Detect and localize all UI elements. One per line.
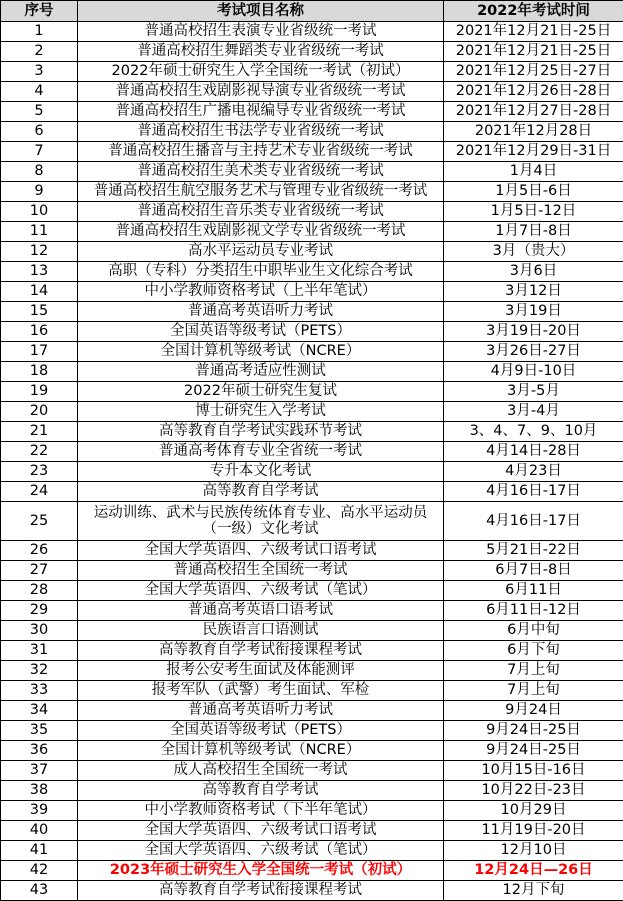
exam-time: 7月上旬 — [444, 661, 623, 681]
exam-name: 高等教育自学考试实践环节考试 — [78, 422, 444, 442]
table-row — [1, 122, 623, 142]
exam-name: 高等教育自学考试 — [78, 781, 444, 801]
exam-time: 9月24日 — [444, 701, 623, 721]
exam-name: 普通高校招生书法学专业省级统一考试 — [78, 122, 444, 142]
table-row — [1, 142, 623, 162]
exam-time: 3月（贵大） — [444, 242, 623, 262]
table-row — [1, 661, 623, 681]
exam-name: 普通高考英语听力考试 — [78, 701, 444, 721]
row-number: 23 — [1, 462, 78, 482]
exam-time: 2021年12月21日-25日 — [444, 22, 623, 42]
exam-time: 12月24日—26日 — [444, 861, 623, 881]
table-row — [1, 861, 623, 881]
header-name: 考试项目名称 — [78, 1, 444, 22]
table-row — [1, 442, 623, 462]
table-row — [1, 881, 623, 901]
row-number: 17 — [1, 342, 78, 362]
row-number: 28 — [1, 581, 78, 601]
table-row — [1, 781, 623, 801]
exam-time: 10月29日 — [444, 801, 623, 821]
row-number: 40 — [1, 821, 78, 841]
exam-name: 普通高校招生美术类专业省级统一考试 — [78, 162, 444, 182]
exam-name: 全国计算机等级考试（NCRE） — [78, 741, 444, 761]
table-row — [1, 422, 623, 442]
exam-time: 1月5日-12日 — [444, 202, 623, 222]
table-row — [1, 362, 623, 382]
table-row — [1, 22, 623, 42]
row-number: 14 — [1, 282, 78, 302]
row-number: 25 — [1, 502, 78, 541]
row-number: 16 — [1, 322, 78, 342]
exam-name: 高水平运动员专业考试 — [78, 242, 444, 262]
row-number: 37 — [1, 761, 78, 781]
table-row — [1, 382, 623, 402]
row-number: 3 — [1, 62, 78, 82]
exam-time: 4月16日-17日 — [444, 482, 623, 502]
row-number: 30 — [1, 621, 78, 641]
row-number: 31 — [1, 641, 78, 661]
exam-name: 中小学教师资格考试（上半年笔试） — [78, 282, 444, 302]
row-number: 18 — [1, 362, 78, 382]
row-number: 4 — [1, 82, 78, 102]
exam-name: 普通高校招生航空服务艺术与管理专业省级统一考试 — [78, 182, 444, 202]
exam-time: 3、4、7、9、10月 — [444, 422, 623, 442]
exam-time: 3月-5月 — [444, 382, 623, 402]
table-row — [1, 701, 623, 721]
row-number: 10 — [1, 202, 78, 222]
exam-name: 高等教育自学考试衔接课程考试 — [78, 881, 444, 901]
row-number: 27 — [1, 561, 78, 581]
table-row — [1, 42, 623, 62]
exam-time: 3月26日-27日 — [444, 342, 623, 362]
exam-name: 博士研究生入学考试 — [78, 402, 444, 422]
exam-name: 专升本文化考试 — [78, 462, 444, 482]
row-number: 43 — [1, 881, 78, 901]
header-no: 序号 — [1, 1, 78, 22]
exam-time: 10月15日-16日 — [444, 761, 623, 781]
exam-time: 2021年12月21日-25日 — [444, 42, 623, 62]
row-number: 29 — [1, 601, 78, 621]
header-row — [1, 1, 623, 22]
exam-time: 12月10日 — [444, 841, 623, 861]
row-number: 21 — [1, 422, 78, 442]
exam-name: 普通高考英语口语考试 — [78, 601, 444, 621]
exam-time: 7月上旬 — [444, 681, 623, 701]
table-row — [1, 801, 623, 821]
row-number: 11 — [1, 222, 78, 242]
table-row — [1, 741, 623, 761]
exam-time: 2021年12月25日-27日 — [444, 62, 623, 82]
table-row — [1, 601, 623, 621]
row-number: 22 — [1, 442, 78, 462]
table-row — [1, 721, 623, 741]
exam-name: 普通高校招生戏剧影视导演专业省级统一考试 — [78, 82, 444, 102]
row-number: 33 — [1, 681, 78, 701]
table-row — [1, 262, 623, 282]
exam-time: 6月中旬 — [444, 621, 623, 641]
exam-time: 4月16日-17日 — [444, 502, 623, 541]
table-row — [1, 541, 623, 561]
exam-name: 高等教育自学考试衔接课程考试 — [78, 641, 444, 661]
table-row — [1, 641, 623, 661]
exam-name: 运动训练、武术与民族传统体育专业、高水平运动员（一级）文化考试 — [78, 502, 444, 541]
table-row — [1, 581, 623, 601]
exam-time: 3月12日 — [444, 282, 623, 302]
exam-name: 报考军队（武警）考生面试、军检 — [78, 681, 444, 701]
table-row — [1, 182, 623, 202]
row-number: 12 — [1, 242, 78, 262]
exam-time: 6月下旬 — [444, 641, 623, 661]
exam-name: 普通高考适应性测试 — [78, 362, 444, 382]
exam-name: 普通高考体育专业全省统一考试 — [78, 442, 444, 462]
exam-name: 中小学教师资格考试（下半年笔试） — [78, 801, 444, 821]
table-row — [1, 462, 623, 482]
exam-name: 全国大学英语四、六级考试（笔试） — [78, 581, 444, 601]
exam-name: 普通高校招生戏剧影视文学专业省级统一考试 — [78, 222, 444, 242]
exam-name: 2023年硕士研究生入学全国统一考试（初试） — [78, 861, 444, 881]
exam-time: 10月22日-23日 — [444, 781, 623, 801]
table-row — [1, 402, 623, 422]
exam-time: 9月24日-25日 — [444, 721, 623, 741]
table-row — [1, 282, 623, 302]
exam-name: 高等教育自学考试 — [78, 482, 444, 502]
header-time: 2022年考试时间 — [444, 1, 623, 22]
table-row — [1, 681, 623, 701]
exam-time: 11月19日-20日 — [444, 821, 623, 841]
table-row — [1, 242, 623, 262]
row-number: 41 — [1, 841, 78, 861]
exam-time: 6月11日-12日 — [444, 601, 623, 621]
table-row — [1, 621, 623, 641]
row-number: 1 — [1, 22, 78, 42]
row-number: 35 — [1, 721, 78, 741]
row-number: 26 — [1, 541, 78, 561]
exam-time: 4月14日-28日 — [444, 442, 623, 462]
exam-name: 普通高校招生全国统一考试 — [78, 561, 444, 581]
row-number: 39 — [1, 801, 78, 821]
exam-time: 2021年12月28日 — [444, 122, 623, 142]
exam-time: 9月24日-25日 — [444, 741, 623, 761]
exam-name: 报考公安考生面试及体能测评 — [78, 661, 444, 681]
table-row — [1, 222, 623, 242]
exam-name: 2022年硕士研究生复试 — [78, 382, 444, 402]
table-row — [1, 502, 623, 541]
table-row — [1, 761, 623, 781]
row-number: 36 — [1, 741, 78, 761]
exam-name: 民族语言口语测试 — [78, 621, 444, 641]
table-row — [1, 102, 623, 122]
table-row — [1, 82, 623, 102]
exam-name: 全国大学英语四、六级考试（笔试） — [78, 841, 444, 861]
row-number: 5 — [1, 102, 78, 122]
row-number: 32 — [1, 661, 78, 681]
row-number: 7 — [1, 142, 78, 162]
exam-name: 普通高校招生音乐类专业省级统一考试 — [78, 202, 444, 222]
exam-time: 6月11日 — [444, 581, 623, 601]
row-number: 24 — [1, 482, 78, 502]
row-number: 38 — [1, 781, 78, 801]
table-row — [1, 561, 623, 581]
row-number: 13 — [1, 262, 78, 282]
exam-name: 全国大学英语四、六级考试口语考试 — [78, 541, 444, 561]
table-row — [1, 342, 623, 362]
exam-time: 2021年12月29日-31日 — [444, 142, 623, 162]
exam-time: 3月-4月 — [444, 402, 623, 422]
exam-name: 全国英语等级考试（PETS） — [78, 721, 444, 741]
exam-time: 2021年12月27日-28日 — [444, 102, 623, 122]
exam-name: 2022年硕士研究生入学全国统一考试（初试） — [78, 62, 444, 82]
exam-name: 全国大学英语四、六级考试口语考试 — [78, 821, 444, 841]
exam-name: 普通高校招生表演专业省级统一考试 — [78, 22, 444, 42]
exam-name: 普通高校招生广播电视编导专业省级统一考试 — [78, 102, 444, 122]
table-row — [1, 841, 623, 861]
exam-name: 普通高校招生舞蹈类专业省级统一考试 — [78, 42, 444, 62]
exam-time: 4月9日-10日 — [444, 362, 623, 382]
row-number: 2 — [1, 42, 78, 62]
exam-time: 5月21日-22日 — [444, 541, 623, 561]
table-row — [1, 821, 623, 841]
table-row — [1, 62, 623, 82]
row-number: 42 — [1, 861, 78, 881]
exam-time: 3月19日 — [444, 302, 623, 322]
row-number: 6 — [1, 122, 78, 142]
exam-time: 4月23日 — [444, 462, 623, 482]
row-number: 34 — [1, 701, 78, 721]
row-number: 9 — [1, 182, 78, 202]
exam-name: 全国计算机等级考试（NCRE） — [78, 342, 444, 362]
exam-name: 普通高考英语听力考试 — [78, 302, 444, 322]
exam-time: 3月19日-20日 — [444, 322, 623, 342]
table-row — [1, 322, 623, 342]
exam-time: 2021年12月26日-28日 — [444, 82, 623, 102]
exam-time: 3月6日 — [444, 262, 623, 282]
exam-time: 12月下旬 — [444, 881, 623, 901]
table-row — [1, 162, 623, 182]
exam-name: 高职（专科）分类招生中职毕业生文化综合考试 — [78, 262, 444, 282]
exam-time: 1月7日-8日 — [444, 222, 623, 242]
exam-name: 普通高校招生播音与主持艺术专业省级统一考试 — [78, 142, 444, 162]
exam-time: 1月5日-6日 — [444, 182, 623, 202]
table-row — [1, 202, 623, 222]
table-row — [1, 302, 623, 322]
row-number: 8 — [1, 162, 78, 182]
table-body — [1, 22, 623, 901]
exam-name: 成人高校招生全国统一考试 — [78, 761, 444, 781]
exam-name: 全国英语等级考试（PETS） — [78, 322, 444, 342]
table-header — [1, 1, 623, 22]
exam-time: 6月7日-8日 — [444, 561, 623, 581]
table-row — [1, 482, 623, 502]
exam-time: 1月4日 — [444, 162, 623, 182]
row-number: 20 — [1, 402, 78, 422]
row-number: 15 — [1, 302, 78, 322]
row-number: 19 — [1, 382, 78, 402]
